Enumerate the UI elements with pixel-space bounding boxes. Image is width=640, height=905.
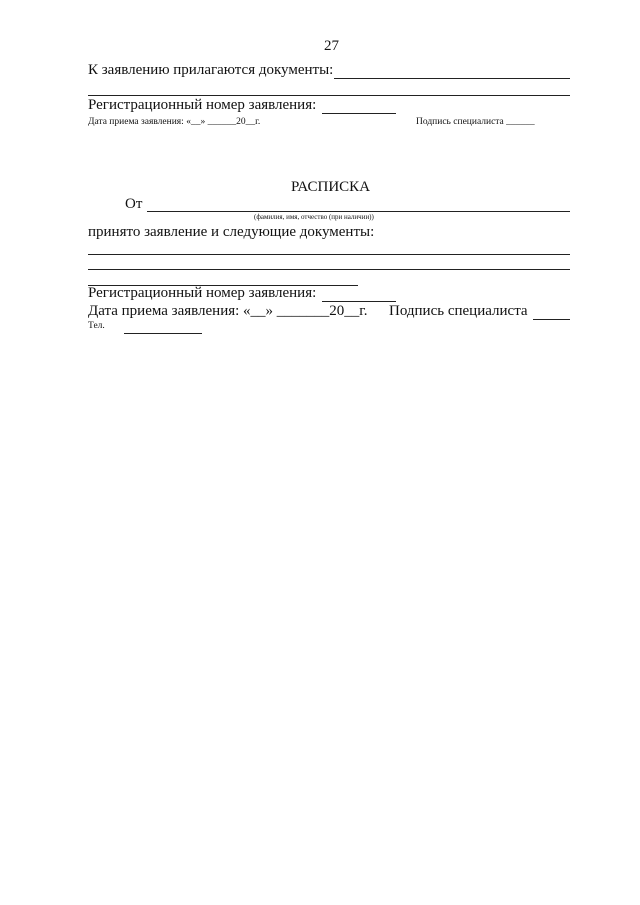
page-number: 27 xyxy=(324,38,339,54)
receipt-title: РАСПИСКА xyxy=(291,179,371,195)
registration-number-label: Регистрационный номер заявления: xyxy=(88,97,317,113)
accepted-documents-label: принято заявление и следующие документы: xyxy=(88,224,375,240)
receipt-signature-line xyxy=(533,319,570,320)
attached-documents-label: К заявлению прилагаются документы: xyxy=(88,62,334,78)
phone-line xyxy=(124,333,202,334)
date-received-small: Дата приема заявления: «__» ______20__г. xyxy=(88,117,261,127)
from-label: От xyxy=(125,196,143,212)
documents-line-2 xyxy=(88,269,570,270)
attached-documents-line-2 xyxy=(88,95,570,96)
registration-number-line xyxy=(322,113,396,114)
receipt-registration-number-line xyxy=(322,301,396,302)
receipt-date-label: Дата приема заявления: «__» _______20__г. xyxy=(88,303,368,319)
fio-hint: (фамилия, имя, отчество (при наличии)) xyxy=(254,213,374,221)
phone-label: Тел. xyxy=(88,321,105,331)
from-line xyxy=(147,211,570,212)
receipt-registration-number-label: Регистрационный номер заявления: xyxy=(88,285,317,301)
documents-line-1 xyxy=(88,254,570,255)
attached-documents-line xyxy=(334,78,570,79)
receipt-signature-label: Подпись специалиста xyxy=(389,303,528,319)
specialist-signature-small: Подпись специалиста ______ xyxy=(416,117,535,127)
